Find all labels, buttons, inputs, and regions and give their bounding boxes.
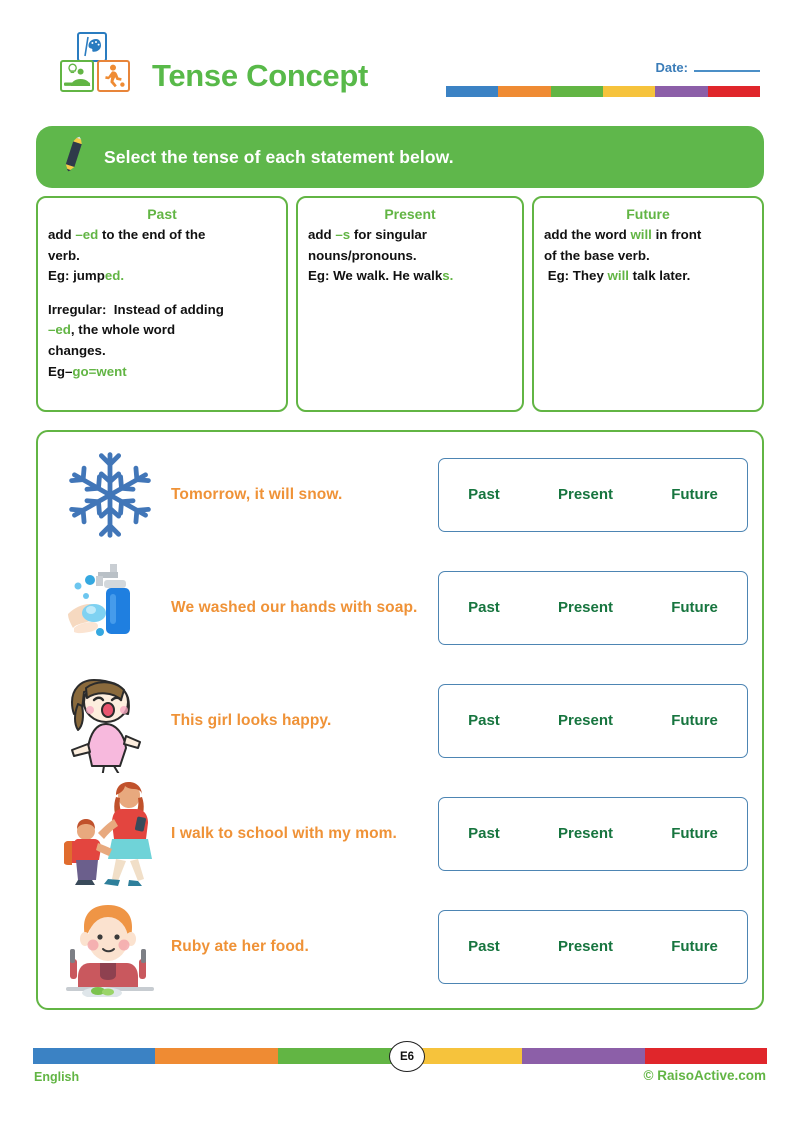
page-footer [0, 1040, 800, 1100]
answer-options-group[interactable] [438, 684, 748, 758]
answer-options-group[interactable] [438, 797, 748, 871]
page-header [0, 0, 800, 120]
question-statement: Tomorrow, it will snow. [171, 485, 343, 503]
header-color-bar [446, 86, 760, 97]
option-present[interactable]: Present [557, 712, 614, 729]
student-idea-icon [60, 60, 94, 92]
page-title: Tense Concept [152, 58, 369, 93]
tense-rules-group [36, 196, 764, 412]
question-statement: This girl looks happy. [171, 711, 332, 729]
rule-title-present: Present [384, 206, 436, 222]
mother-child-walking-icon [52, 781, 167, 886]
date-write-line[interactable] [694, 70, 760, 72]
date-field[interactable] [655, 60, 760, 75]
page-code-badge: E6 [389, 1041, 425, 1072]
rule-box-past [36, 196, 288, 412]
rule-body-past: add –ed to the end of the verb. Eg: jumped. Irregular: Instead of adding –ed, the whole word changes. Eg–go=went [48, 227, 224, 379]
question-statement: I walk to school with my mom. [171, 824, 397, 842]
option-past[interactable]: Past [468, 938, 500, 955]
bar-seg-red [645, 1048, 767, 1064]
instruction-text: Select the tense of each statement below. [104, 146, 454, 167]
option-present[interactable]: Present [557, 486, 614, 503]
option-future[interactable]: Future [671, 712, 718, 729]
bar-seg-yellow [603, 86, 655, 97]
copyright-label: © RaisoActive.com [643, 1068, 766, 1083]
date-label: Date: [655, 60, 688, 75]
happy-girl-icon [52, 668, 167, 773]
bar-seg-red [708, 86, 760, 97]
palette-icon [77, 32, 107, 62]
child-eating-icon [52, 894, 167, 999]
rule-box-future [532, 196, 764, 412]
questions-panel [36, 430, 764, 1010]
bar-seg-blue [33, 1048, 155, 1064]
option-past[interactable]: Past [468, 599, 500, 616]
option-present[interactable]: Present [557, 599, 614, 616]
question-statement: Ruby ate her food. [171, 937, 309, 955]
option-past[interactable]: Past [468, 825, 500, 842]
rule-body-present: add –s for singular nouns/pronouns. Eg: We walk. He walks. [308, 227, 454, 284]
answer-options-group[interactable] [438, 458, 748, 532]
option-future[interactable]: Future [671, 825, 718, 842]
instruction-banner [36, 126, 764, 188]
option-past[interactable]: Past [468, 486, 500, 503]
rule-title-past: Past [147, 206, 177, 222]
rule-body-future: add the word will in front of the base verb. Eg: They will talk later. [544, 227, 702, 284]
bar-seg-green [551, 86, 603, 97]
handwash-soap-icon [52, 555, 167, 660]
question-row [38, 890, 762, 1003]
subject-label: English [34, 1070, 80, 1084]
option-future[interactable]: Future [671, 599, 718, 616]
bar-seg-green [278, 1048, 400, 1064]
option-future[interactable]: Future [671, 486, 718, 503]
question-statement: We washed our hands with soap. [171, 598, 418, 616]
option-present[interactable]: Present [557, 938, 614, 955]
bar-seg-orange [498, 86, 550, 97]
question-row [38, 551, 762, 664]
brand-logo [58, 32, 148, 94]
bar-seg-blue [446, 86, 498, 97]
option-future[interactable]: Future [671, 938, 718, 955]
rule-box-present [296, 196, 524, 412]
option-past[interactable]: Past [468, 712, 500, 729]
bar-seg-orange [155, 1048, 277, 1064]
option-present[interactable]: Present [557, 825, 614, 842]
question-row [38, 664, 762, 777]
rule-title-future: Future [626, 206, 670, 222]
bar-seg-purple [522, 1048, 644, 1064]
snowflake-icon [52, 442, 167, 547]
answer-options-group[interactable] [438, 571, 748, 645]
running-child-icon [97, 60, 130, 92]
bar-seg-purple [655, 86, 707, 97]
answer-options-group[interactable] [438, 910, 748, 984]
pencil-icon [58, 135, 88, 180]
question-row [38, 777, 762, 890]
question-row [38, 438, 762, 551]
